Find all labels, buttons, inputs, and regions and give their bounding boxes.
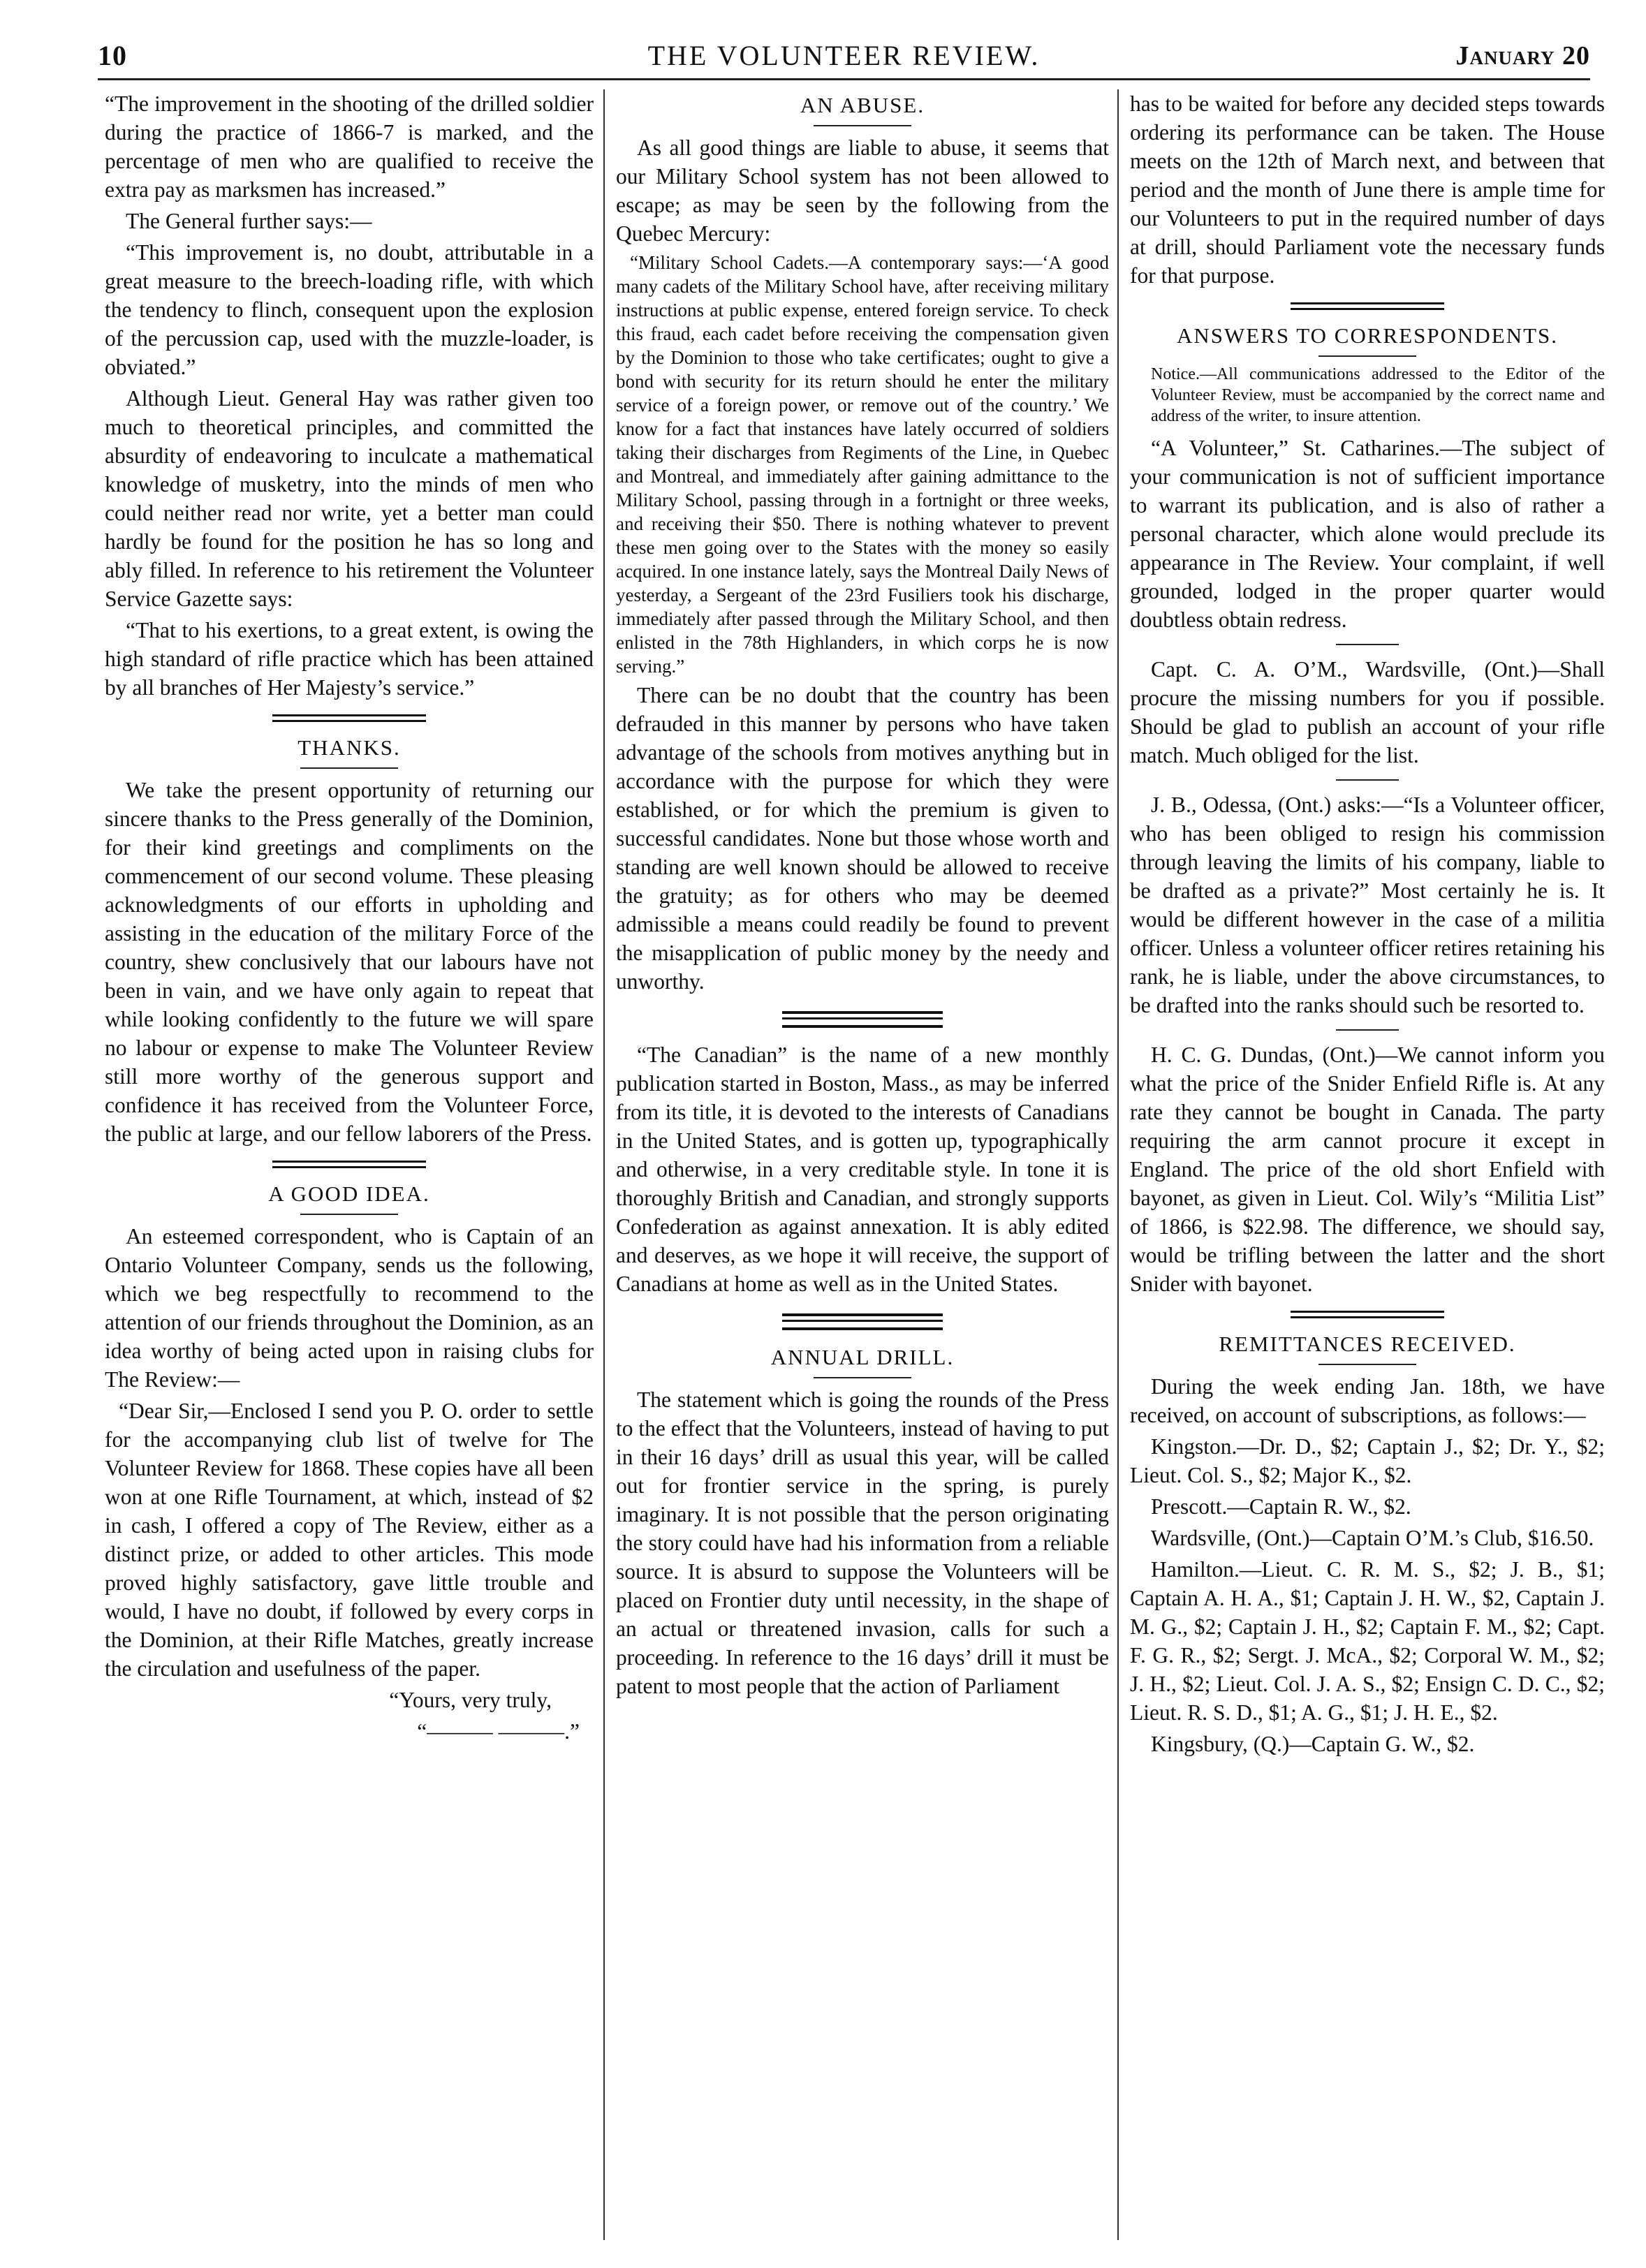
section-rule	[782, 1011, 943, 1028]
canadian-notice: “The Canadian” is the name of a new monthly publication started in Boston, Mass., as may be inferred from its title, it is devoted to the interests of Canadians in the United States, and is gotten up, typographically and otherwise, in a very creditable style. In tone it is thoroughly British and Canadian, and strongly supports Confederation as against annexation. It is ably edited and deserves, as we hope it will receive, the support of Canadians at home as well as in the United States.	[616, 1043, 1109, 1296]
answer-paragraph: “A Volunteer,” St. Catharines.—The subject of your communication is not of sufficient importance to warrant its publication, and is also of rather a personal character, which alone would preclude its appearance in The Review. Your complaint, if well grounded, lodged in the proper quarter would doubtless obtain redress.	[1130, 436, 1605, 632]
letter-signature: “——— ———.”	[417, 1719, 580, 1744]
thanks-body: We take the present opportunity of returning our sincere thanks to the Press generally of the Dominion, for their kind greetings and compliments on the commencement of our second volume. These pleasing acknowledgments of our efforts in upholding and assisting in the education of the military Force of the country, shew conclusively that our labours have not been in vain, and we have only again to repeat that while looking confidently to the future we will spare no labour or expense to make The Volunteer Review still more worthy of the generous support and confidence it has received from the Volunteer Force, the public at large, and our fellow laborers of the Press.	[105, 778, 594, 1146]
answer-paragraph: Capt. C. A. O’M., Wardsville, (Ont.)—Shall procure the missing numbers for you if possible. Should be glad to publish an account of your rifle match. Much obliged for the list.	[1130, 657, 1605, 767]
answers-heading: ANSWERS TO CORRESPONDENTS.	[1176, 323, 1559, 348]
remittance-entry: Hamilton.—Lieut. C. R. M. S., $2; J. B., $1; Captain A. H. A., $1; Captain J. H. W., $2, Captain J. M. G., $2; Captain J. H., $2; Captain F. M., $2; Capt. F. G. R., $2; Sergt. J. McA., $2; Corporal W. M., $2; J. H., $2; Lieut. Col. J. A. S., $2; Ensign C. D. C., $2; Lieut. R. S. D., $1; A. G., $1; J. H. E., $2.	[1130, 1557, 1605, 1725]
heading-rule	[814, 1377, 911, 1378]
article-paragraph: Although Lieut. General Hay was rather given too much to theoretical principles, and committed the absurdity of endeavoring to inculcate a mathematical knowledge of musketry, into the minds of men who could neither read nor write, yet a better man could hardly be found for the position he has so long and ably filled. In reference to his retirement the Volunteer Service Gazette says:	[105, 386, 594, 611]
column-1	[105, 89, 594, 2240]
remittance-entry: Kingston.—Dr. D., $2; Captain J., $2; Dr. Y., $2; Lieut. Col. S., $2; Major K., $2.	[1130, 1434, 1605, 1487]
heading-rule	[300, 767, 398, 769]
article-paragraph: “That to his exertions, to a great extent, is owing the high standard of rifle practice which has been attained by all branches of Her Majesty’s service.”	[105, 618, 594, 700]
masthead-title: THE VOLUNTEER REVIEW.	[647, 40, 1041, 71]
separator-rule	[1336, 779, 1399, 781]
thanks-heading: THANKS.	[297, 735, 401, 760]
section-rule	[272, 714, 426, 722]
page-number: 10	[98, 40, 127, 71]
article-paragraph: The General further says:—	[126, 209, 372, 233]
heading-rule	[814, 125, 911, 126]
letter-body: “Dear Sir,—Enclosed I send you P. O. order to settle for the accompanying club list of twelve for The Volunteer Review for 1868. These copies have all been won at one Rifle Tournament, at which, instead of $2 in cash, I offered a copy of The Review, either as a distinct prize, or added to other articles. This mode proved highly satisfactory, gave little trouble and would, I have no doubt, if followed by every corps in the Dominion, at their Rifle Matches, greatly increase the circulation and usefulness of the paper.	[105, 1399, 594, 1681]
separator-rule	[1336, 644, 1399, 645]
heading-rule	[1318, 355, 1416, 357]
remittance-entry: Wardsville, (Ont.)—Captain O’M.’s Club, $16.50.	[1151, 1526, 1594, 1550]
annual-drill-continued: has to be waited for before any decided steps towards ordering its performance can be taken. The House meets on the 12th of March next, and between that period and the month of June there is ample time for our Volunteers to put in the required number of days at drill, should Parliament vote the necessary funds for that purpose.	[1130, 91, 1605, 288]
abuse-commentary: There can be no doubt that the country has been defrauded in this manner by persons who have taken advantage of the schools from motives anything but in accordance with the purpose for which they were established, or for which the premium is given to successful candidates. None but those whose worth and standing are well known should be allowed to receive the gratuity; as for others who may be deemed admissible a means could readily be found to prevent the misapplication of public money by the needy and unworthy.	[616, 683, 1109, 994]
abuse-quote: “Military School Cadets.—A contemporary says:—‘A good many cadets of the Military School have, after receiving military instructions at public expense, entered foreign service. To check this fraud, each cadet before receiving the compensation given by the Dominion to those who take certificates; ought to give a bond with security for its return should he enter the military service of a foreign power, or remove out of the country.’ We know for a fact that instances have lately occurred of soldiers taking their discharges from Regiments of the Line, in Quebec and Montreal, and immediately after gaining admittance to the Military School, passing through in a fortnight or three weeks, and receiving their $50. There is nothing whatever to prevent these men going over to the States with the money so easily acquired. In one instance lately, says the Montreal Daily News of yesterday, a Sergeant of the 23rd Fusiliers took his discharge, immediately after passed through the Military School, and then enlisted in the 78th Highlanders, in which corps he is now serving.”	[616, 252, 1109, 677]
remittance-entry: Prescott.—Captain R. W., $2.	[1151, 1494, 1411, 1519]
remittances-heading: REMITTANCES RECEIVED.	[1219, 1332, 1516, 1356]
column-2	[616, 89, 1109, 2240]
good-idea-body: An esteemed correspondent, who is Captain of an Ontario Volunteer Company, sends us the following, which we beg respectfully to recommend to the attention of our friends throughout the Dominion, as an idea worthy of being acted upon in raising clubs for The Review:—	[105, 1224, 594, 1392]
column-divider-1	[603, 89, 605, 2240]
abuse-heading: AN ABUSE.	[800, 93, 925, 117]
header-rule	[98, 78, 1590, 80]
answer-paragraph: J. B., Odessa, (Ont.) asks:—“Is a Volunteer officer, who has been obliged to resign his commission through leaving the limits of his company, liable to be drafted as a private?” Most certainly he is. It would be different however in the case of a militia officer. Unless a volunteer officer retires retaining his rank, he is liable, under the above circumstances, to be drafted into the ranks should such be resorted to.	[1130, 793, 1605, 1017]
column-divider-2	[1117, 89, 1119, 2240]
running-head	[98, 34, 1590, 75]
abuse-intro: As all good things are liable to abuse, it seems that our Military School system has not been allowed to escape; as may be seen by the following from the Quebec Mercury:	[616, 135, 1109, 246]
annual-drill-body: The statement which is going the rounds of the Press to the effect that the Volunteers, instead of having to put in their 16 days’ drill as usual this year, will be called out for frontier service in the spring, is purely imaginary. It is not possible that the person originating the story could have had his information from a reliable source. It is absurd to suppose the Volunteers will be placed on Frontier duty until necessity, in the shape of an actual or threatened invasion, calls for such a proceeding. In reference to the 16 days’ drill it must be patent to most people that the action of Parliament	[616, 1387, 1109, 1698]
heading-rule	[300, 1214, 398, 1215]
article-paragraph: “This improvement is, no doubt, attributable in a great measure to the breech-loading rifle, with which the tendency to flinch, consequent upon the explosion of the percussion cap, used with the muzzle-loader, is obviated.”	[105, 240, 594, 379]
column-3	[1130, 89, 1605, 2240]
letter-closing: “Yours, very truly,	[389, 1688, 552, 1712]
annual-drill-heading: ANNUAL DRILL.	[770, 1345, 955, 1369]
answer-paragraph: H. C. G. Dundas, (Ont.)—We cannot inform you what the price of the Snider Enfield Rifle is. At any rate they cannot be bought in Canada. The party requiring the arm cannot procure it except in England. The price of the old short Enfield with bayonet, as given in Lieut. Col. Wily’s “Militia List” of 1866, is $22.98. The difference, we should say, would be trifling between the latter and the short Snider with bayonet.	[1130, 1043, 1605, 1296]
issue-date: January 20	[1455, 41, 1590, 71]
heading-rule	[1318, 1364, 1416, 1365]
correspondence-notice: Notice.—All communications addressed to the Editor of the Volunteer Review, must be accompanied by the correct name and address of the writer, to insure attention.	[1151, 365, 1605, 425]
separator-rule	[1336, 1029, 1399, 1031]
section-rule	[1291, 1311, 1444, 1318]
good-idea-heading: A GOOD IDEA.	[268, 1181, 430, 1206]
remittances-intro: During the week ending Jan. 18th, we have received, on account of subscriptions, as follows:—	[1130, 1374, 1605, 1427]
remittance-entry: Kingsbury, (Q.)—Captain G. W., $2.	[1151, 1732, 1475, 1756]
section-rule	[272, 1161, 426, 1168]
section-rule	[1291, 302, 1444, 310]
article-paragraph: “The improvement in the shooting of the drilled soldier during the practice of 1866-7 is marked, and the percentage of men who are qualified to receive the extra pay as marksmen has increased.”	[105, 91, 594, 202]
section-rule	[782, 1313, 943, 1330]
